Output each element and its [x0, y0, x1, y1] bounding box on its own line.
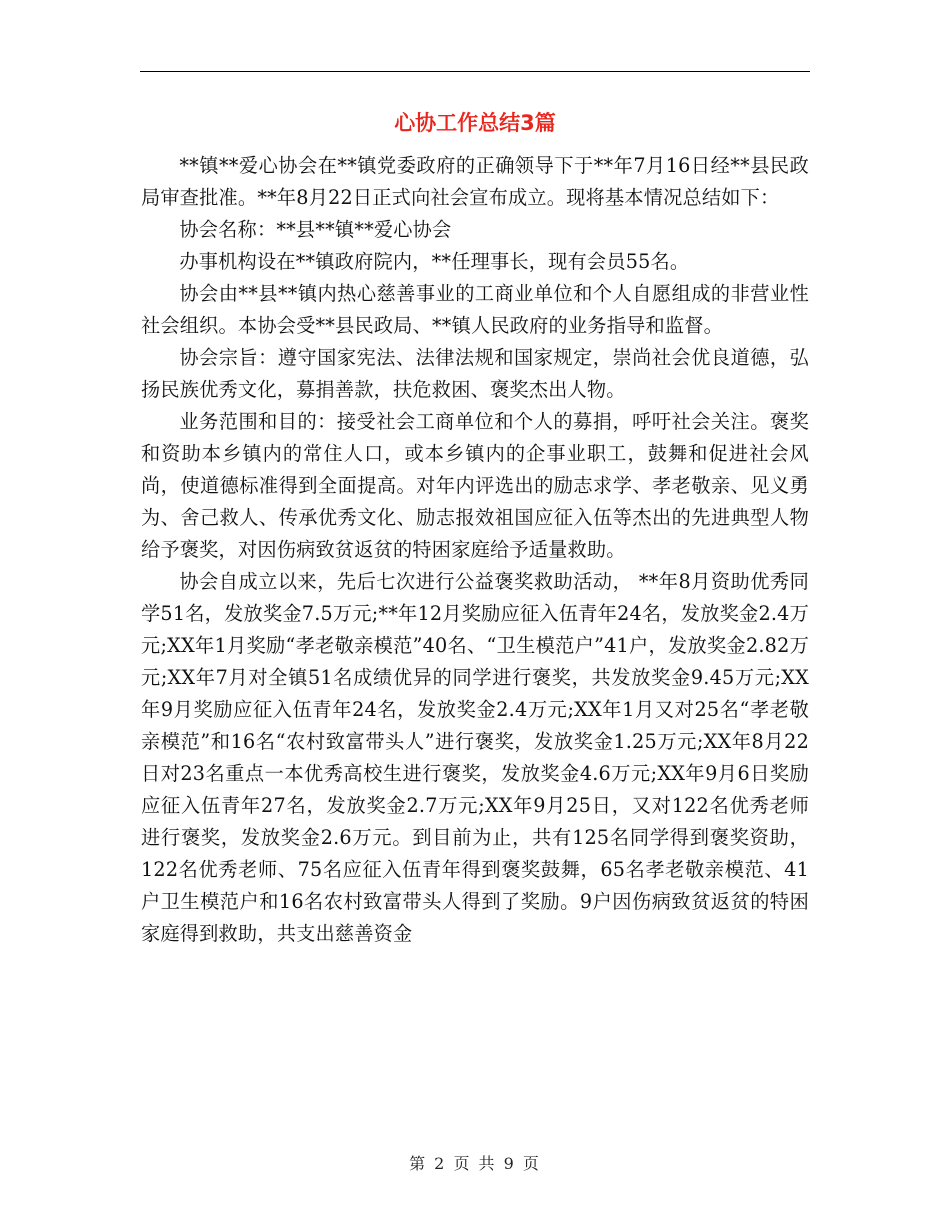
paragraph-activities: 协会自成立以来，先后七次进行公益褒奖救助活动， **年8月资助优秀同学51名，发放奖金7.5万元;**年12月奖励应征入伍青年24名，发放奖金2.4万元;XX年1月奖励“孝老敬亲模范”40名、“卫生模范户”41户，发放奖金2.82万元;XX年7月对全镇51名成绩优异的同学进行褒奖，共发放奖金9.45万元;XX年9月奖励应征入伍青年24名，发放奖金2.4万元;XX年1月又对25名“孝老敬亲模范”和16名“农村致富带头人”进行褒奖，发放奖金1.25万元;XX年8月22日对23名重点一本优秀高校生进行褒奖，发放奖金4.6万元;XX年9月6日奖励应征入伍青年27名，发放奖金2.7万元;XX年9月25日，又对122名优秀老师进行褒奖，发放奖金2.6万元。到目前为止，共有125名同学得到褒奖资助， 122名优秀老师、75名应征入伍青年得到褒奖鼓舞，65名孝老敬亲模范、41户卫生模范户和16名农村致富带头人得到了奖励。9户因伤病致贫返贫的特困家庭得到救助，共支出慈善资金 — [141, 570, 809, 945]
paragraph-purpose: 协会宗旨：遵守国家宪法、法律法规和国家规定，崇尚社会优良道德，弘扬民族优秀文化，募捐善款，扶危救困、褒奖杰出人物。 — [141, 346, 809, 401]
paragraph-intro: **镇**爱心协会在**镇党委政府的正确领导下于**年7月16日经**县民政局审查批准。**年8月22日正式向社会宣布成立。现将基本情况总结如下： — [141, 154, 809, 209]
paragraph-composition: 协会由**县**镇内热心慈善事业的工商业单位和个人自愿组成的非营业性社会组织。本协会受**县民政局、**镇人民政府的业务指导和监督。 — [141, 282, 809, 337]
paragraph-association-name: 协会名称：**县**镇**爱心协会 — [179, 218, 452, 241]
document-body — [141, 150, 809, 950]
paragraph-office: 办事机构设在**镇政府院内，**任理事长，现有会员55名。 — [179, 250, 690, 273]
document-title: 心协工作总结3篇 — [394, 111, 556, 135]
paragraph-scope: 业务范围和目的：接受社会工商单位和个人的募捐，呼吁社会关注。褒奖和资助本乡镇内的常住人口，或本乡镇内的企事业职工，鼓舞和促进社会风尚，使道德标准得到全面提高。对年内评选出的励志求学、孝老敬亲、见义勇为、舍己救人、传承优秀文化、励志报效祖国应征入伍等杰出的先进典型人物给予褒奖，对因伤病致贫返贫的特困家庭给予适量救助。 — [141, 410, 809, 561]
header-rule — [140, 71, 810, 72]
page-number: 第 2 页 共 9 页 — [409, 1154, 541, 1173]
